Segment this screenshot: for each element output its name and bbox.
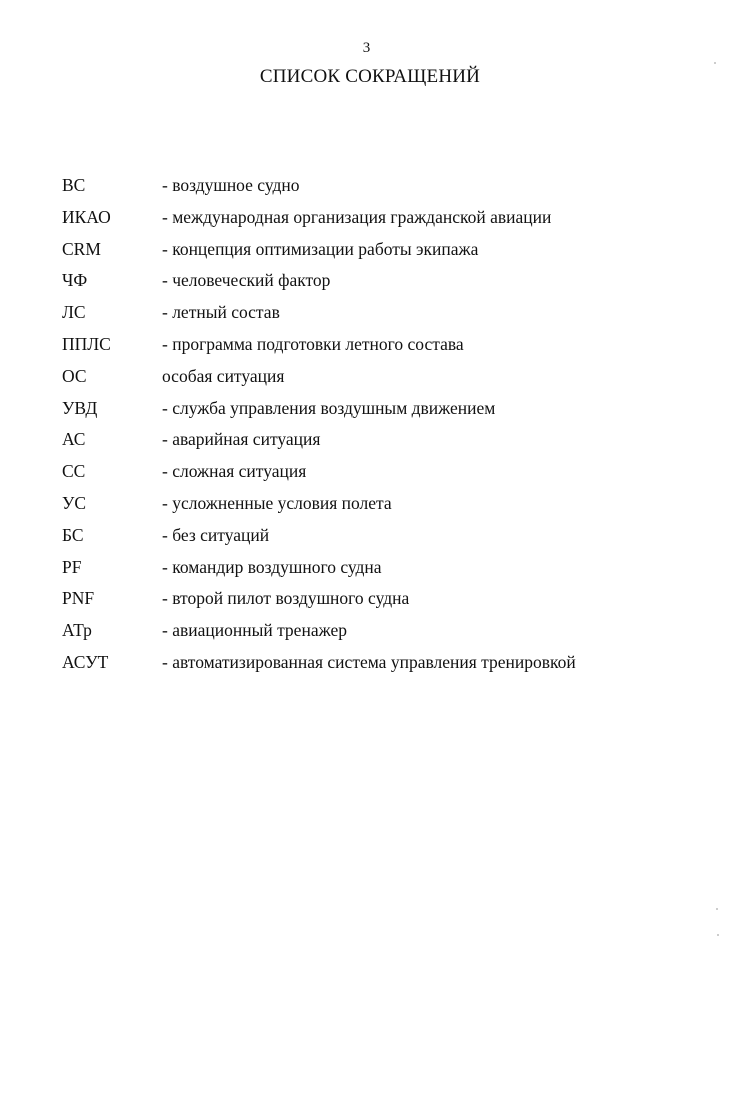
abbreviation-term: ОС bbox=[62, 365, 87, 386]
abbreviation-term: АС bbox=[62, 429, 86, 450]
abbreviation-term: АТр bbox=[62, 620, 92, 641]
abbreviation-term: ППЛС bbox=[62, 333, 111, 354]
list-item-crm bbox=[62, 238, 702, 270]
abbreviation-definition: - программа подготовки летного состава bbox=[162, 333, 464, 354]
abbreviation-term: АСУТ bbox=[62, 651, 109, 672]
abbreviation-definition: - авиационный тренажер bbox=[162, 620, 347, 641]
page-title: СПИСОК СОКРАЩЕНИЙ bbox=[259, 66, 481, 87]
abbreviation-definition: - второй пилот воздушного судна bbox=[162, 588, 410, 609]
abbreviation-definition: - служба управления воздушным движением bbox=[162, 397, 496, 418]
list-item-asut bbox=[62, 651, 702, 683]
abbreviation-definition: - международная организация гражданской авиации bbox=[162, 206, 552, 227]
abbreviation-definition: - без ситуаций bbox=[162, 524, 270, 545]
abbreviation-definition: - воздушное судно bbox=[162, 175, 300, 195]
abbreviation-definition: особая ситуация bbox=[162, 365, 285, 386]
list-item-ppls bbox=[62, 333, 702, 365]
list-item-us bbox=[62, 492, 702, 524]
scan-speck bbox=[714, 62, 716, 64]
list-item-atr bbox=[62, 619, 702, 651]
abbreviation-term: PNF bbox=[62, 588, 95, 609]
abbreviation-term: ВС bbox=[62, 175, 86, 195]
abbreviation-term: УС bbox=[62, 492, 87, 513]
abbreviation-definition: - сложная ситуация bbox=[162, 461, 307, 482]
scan-speck bbox=[716, 908, 718, 910]
list-item-vs bbox=[62, 174, 702, 206]
list-item-bs bbox=[62, 524, 702, 556]
abbreviation-term: БС bbox=[62, 524, 84, 545]
abbreviation-definition: - человеческий фактор bbox=[162, 270, 331, 291]
scan-speck bbox=[717, 934, 719, 936]
abbreviation-definition: - автоматизированная система управления тренировкой bbox=[162, 651, 576, 672]
list-item-ls bbox=[62, 301, 702, 333]
list-item-ikao bbox=[62, 206, 702, 238]
abbreviation-list bbox=[62, 174, 702, 683]
list-item-chf bbox=[62, 269, 702, 301]
abbreviation-term: ИКАО bbox=[62, 206, 111, 227]
abbreviation-definition: - летный состав bbox=[162, 302, 280, 323]
list-item-os bbox=[62, 365, 702, 397]
abbreviation-term: УВД bbox=[62, 397, 98, 418]
abbreviation-term: ЧФ bbox=[62, 270, 88, 291]
page-number: 3 bbox=[362, 40, 371, 56]
abbreviation-definition: - концепция оптимизации работы экипажа bbox=[162, 238, 479, 259]
abbreviation-definition: - усложненные условия полета bbox=[162, 492, 392, 513]
list-item-pnf bbox=[62, 587, 702, 619]
list-item-ss bbox=[62, 460, 702, 492]
list-item-pf bbox=[62, 556, 702, 588]
abbreviation-term: PF bbox=[62, 556, 82, 577]
list-item-uvd bbox=[62, 397, 702, 429]
abbreviation-definition: - командир воздушного судна bbox=[162, 556, 382, 577]
abbreviation-definition: - аварийная ситуация bbox=[162, 429, 321, 450]
abbreviation-term: CRM bbox=[62, 238, 101, 259]
abbreviation-term: СС bbox=[62, 461, 86, 482]
list-item-as bbox=[62, 428, 702, 460]
abbreviation-term: ЛС bbox=[62, 302, 86, 323]
